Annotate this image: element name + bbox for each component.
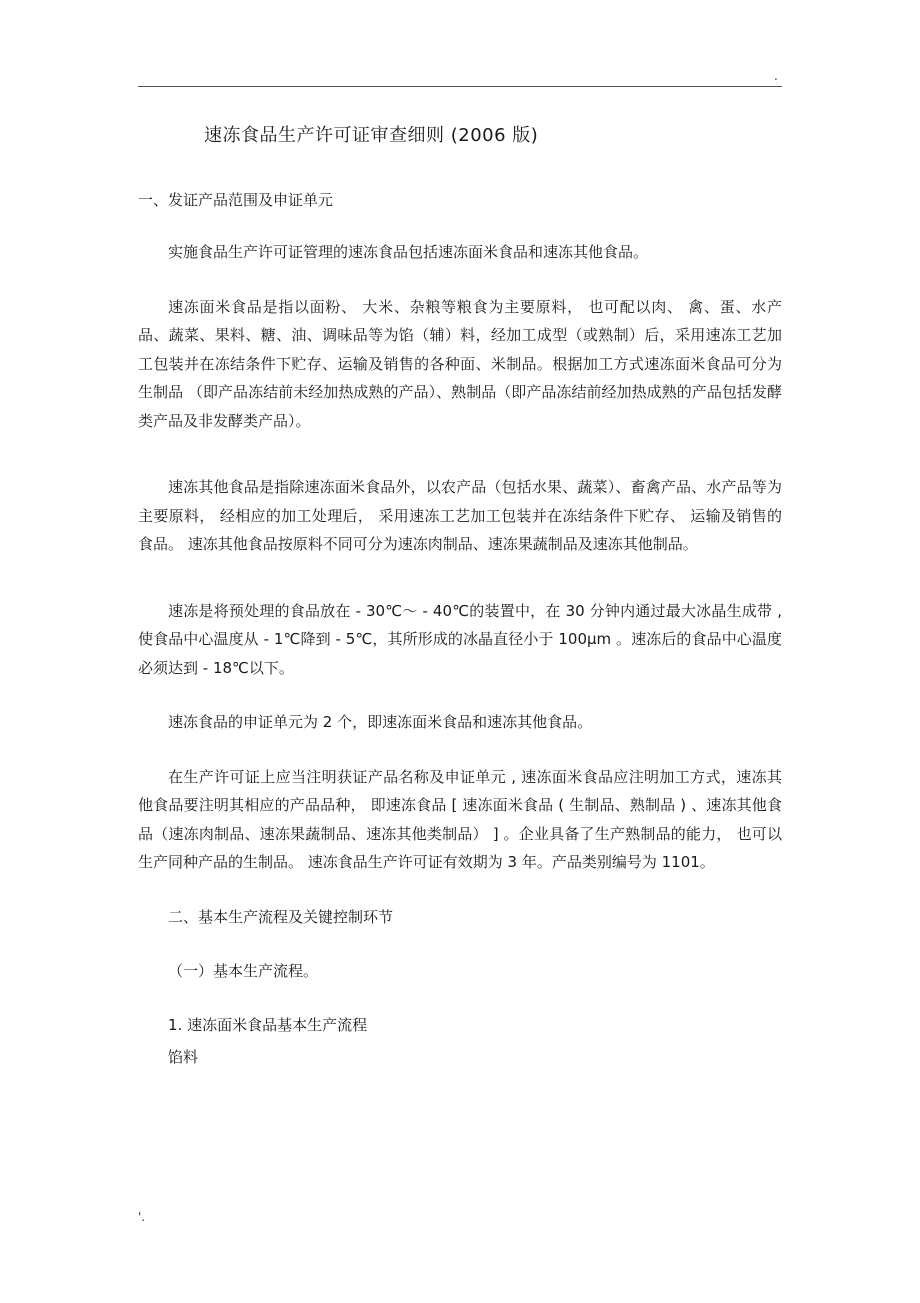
section-2-heading: 二、基本生产流程及关键控制环节 [168, 907, 394, 926]
flow-item-1-note: 馅料 [168, 1047, 199, 1066]
footer-mark: '. [138, 1210, 146, 1224]
document-body [138, 118, 782, 1071]
header-rule [138, 86, 782, 87]
paragraph-application-units: 速冻食品的申证单元为 2 个，即速冻面米食品和速冻其他食品。 [168, 713, 593, 731]
document-title: 速冻食品生产许可证审查细则 (2006 版) [204, 125, 539, 146]
paragraph-other-frozen-definition: 速冻其他食品是指除速冻面米食品外，以农产品（包括水果、蔬菜）、畜禽产品、水产品等为主要原料， 经相应的加工处理后， 采用速冻工艺加工包装并在冻结条件下贮存、 运输及销售的食品。 速冻其他食品按原料不同可分为速冻肉制品、速冻果蔬制品及速冻其他制品。 [138, 478, 782, 553]
paragraph-license-notes: 在生产许可证上应当注明获证产品名称及申证单元 , 速冻面米食品应注明加工方式，速冻其他食品要注明其相应的产品品种， 即速冻食品 [ 速冻面米食品 ( 生制品、熟制品 ) 、速冻其他食品（速冻肉制品、速冻果蔬制品、速冻其他类制品） ] 。企业具备了生产熟制品的能力， 也可以生产同种产品的生制品。 速冻食品生产许可证有效期为 3 年。产品类别编号为 1101。 [138, 767, 782, 871]
paragraph-scope: 实施食品生产许可证管理的速冻食品包括速冻面米食品和速冻其他食品。 [168, 243, 649, 261]
flow-item-1-title: 1. 速冻面米食品基本生产流程 [168, 1015, 368, 1034]
paragraph-noodle-rice-definition: 速冻面米食品是指以面粉、 大米、杂粮等粮食为主要原料， 也可配以肉、 禽、蛋、水产品、蔬菜、果料、糖、油、调味品等为馅（辅）料，经加工成型（或熟制）后，采用速冻工艺加工包装并在冻结条件下贮存、运输及销售的各种面、米制品。根据加工方式速冻面米食品可分为生制品 （即产品冻结前未经加热成熟的产品）、熟制品（即产品冻结前经加热成熟的产品包括发酵类产品及非发酵类产品）。 [138, 297, 782, 430]
section-2-subheading: （一）基本生产流程。 [168, 961, 319, 980]
section-1-heading: 一、发证产品范围及申证单元 [138, 191, 334, 209]
header-corner-mark: . [774, 69, 778, 83]
paragraph-quick-freeze-definition: 速冻是将预处理的食品放在 - 30℃～ - 40℃的装置中，在 30 分钟内通过最大冰晶生成带 , 使食品中心温度从 - 1℃降到 - 5℃，其所形成的冰晶直径小于 100μm 。速冻后的食品中心温度必须达到 - 18℃以下。 [138, 601, 782, 677]
